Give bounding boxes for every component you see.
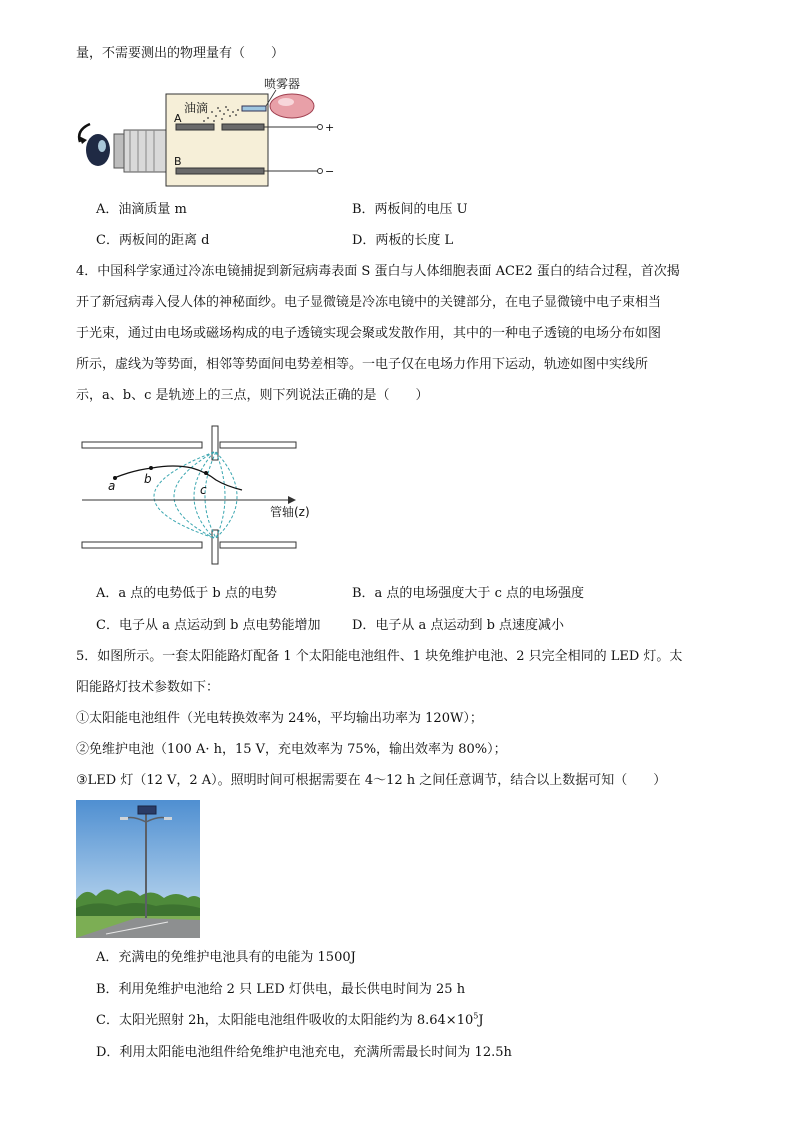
q3-option-a[interactable]: A．油滴质量 m: [96, 202, 187, 217]
q3-option-c[interactable]: C．两板间的距离 d: [96, 233, 210, 248]
electron-lens-figure: [74, 420, 334, 570]
q4-option-a[interactable]: A．a 点的电势低于 b 点的电势: [96, 586, 277, 601]
q5-option-c-exponent: 5: [473, 1011, 479, 1021]
q5-option-a[interactable]: A．充满电的免维护电池具有的电能为 1500J: [96, 950, 356, 965]
q5-line-5: ③LED 灯（12 V，2 A）。照明时间可根据需要在 4～12 h 之间任意调节，结合以上数据可知（ ）: [76, 773, 667, 788]
terminal-minus: [318, 169, 323, 174]
solar-street-lamp-photo: [76, 800, 200, 938]
label-point-b: b: [144, 472, 152, 486]
q4-line-5: 示，a、b、c 是轨迹上的三点，则下列说法正确的是（ ）: [76, 388, 429, 403]
axis-arrowhead: [288, 496, 296, 504]
top-right-electrode: [220, 442, 296, 448]
q4-option-d[interactable]: D．电子从 a 点运动到 b 点速度减小: [352, 618, 565, 633]
q5-line-1: 5．如图所示。一套太阳能路灯配备 1 个太阳能电池组件、1 块免维护电池、2 只完全相同的 LED 灯。太: [76, 649, 683, 664]
q5-option-b[interactable]: B．利用免维护电池给 2 只 LED 灯供电，最长供电时间为 25 h: [96, 982, 466, 997]
label-point-c: c: [200, 483, 207, 497]
equipotential-lines: [154, 452, 237, 538]
q4-line-1: 4．中国科学家通过冷冻电镜捕捉到新冠病毒表面 S 蛋白与人体细胞表面 ACE2 蛋白的结合过程，首次揭: [76, 264, 680, 279]
q5-option-c-text: C．太阳光照射 2h，太阳能电池组件吸收的太阳能约为 8.64×10: [96, 1013, 474, 1028]
plate-b: [176, 168, 264, 174]
q4-line-4: 所示，虚线为等势面，相邻等势面间电势差相等。一电子仅在电场力作用下运动，轨迹如图中实线所: [76, 357, 649, 372]
q4-line-2: 开了新冠病毒入侵人体的神秘面纱。电子显微镜是冷冻电镜中的关键部分，在电子显微镜中电子束相当: [76, 295, 662, 310]
q4-line-3: 于光束，通过由电场或磁场构成的电子透镜实现会聚或发散作用，其中的一种电子透镜的电场分布如图: [76, 326, 662, 341]
q3-intro: 量，不需要测出的物理量有（ ）: [76, 46, 285, 61]
label-plate-b: B: [174, 155, 182, 168]
q3-option-d[interactable]: D．两板的长度 L: [352, 233, 454, 248]
label-tube-axis: 管轴(z): [270, 505, 310, 519]
label-point-a: a: [108, 479, 116, 493]
microscope-tube: [114, 130, 166, 172]
q4-option-c[interactable]: C．电子从 a 点运动到 b 点电势能增加: [96, 618, 321, 633]
point-b-dot: [149, 466, 153, 470]
label-sprayer: 喷雾器: [264, 77, 301, 91]
q5-option-c[interactable]: [96, 1011, 484, 1031]
q5-option-c-unit: J: [478, 1013, 484, 1028]
plate-a-right: [222, 124, 264, 130]
bottom-left-electrode: [82, 542, 202, 548]
q3-option-b[interactable]: B．两板间的电压 U: [352, 202, 468, 217]
millikan-oil-drop-figure: [70, 72, 340, 202]
electron-trajectory: [114, 466, 242, 490]
label-plus: +: [325, 121, 335, 134]
q5-line-3: ①太阳能电池组件（光电转换效率为 24%，平均输出功率为 120W）；: [76, 711, 483, 726]
top-left-electrode: [82, 442, 202, 448]
q4-option-b[interactable]: B．a 点的电场强度大于 c 点的电场强度: [352, 586, 584, 601]
label-plate-a: A: [174, 112, 182, 125]
q5-option-d[interactable]: D．利用太阳能电池组件给免维护电池充电，充满所需最长时间为 12.5h: [96, 1045, 512, 1060]
point-c-dot: [204, 471, 208, 475]
eye-icon: [79, 124, 110, 166]
q5-line-4: ②免维护电池（100 A· h，15 V，充电效率为 75%，输出效率为 80%）；: [76, 742, 507, 757]
bottom-right-electrode: [220, 542, 296, 548]
terminal-plus: [318, 125, 323, 130]
label-oil-drop: 油滴: [184, 101, 209, 115]
q5-line-2: 阳能路灯技术参数如下：: [76, 680, 220, 695]
label-minus: −: [325, 165, 335, 178]
plate-a-left: [176, 124, 214, 130]
